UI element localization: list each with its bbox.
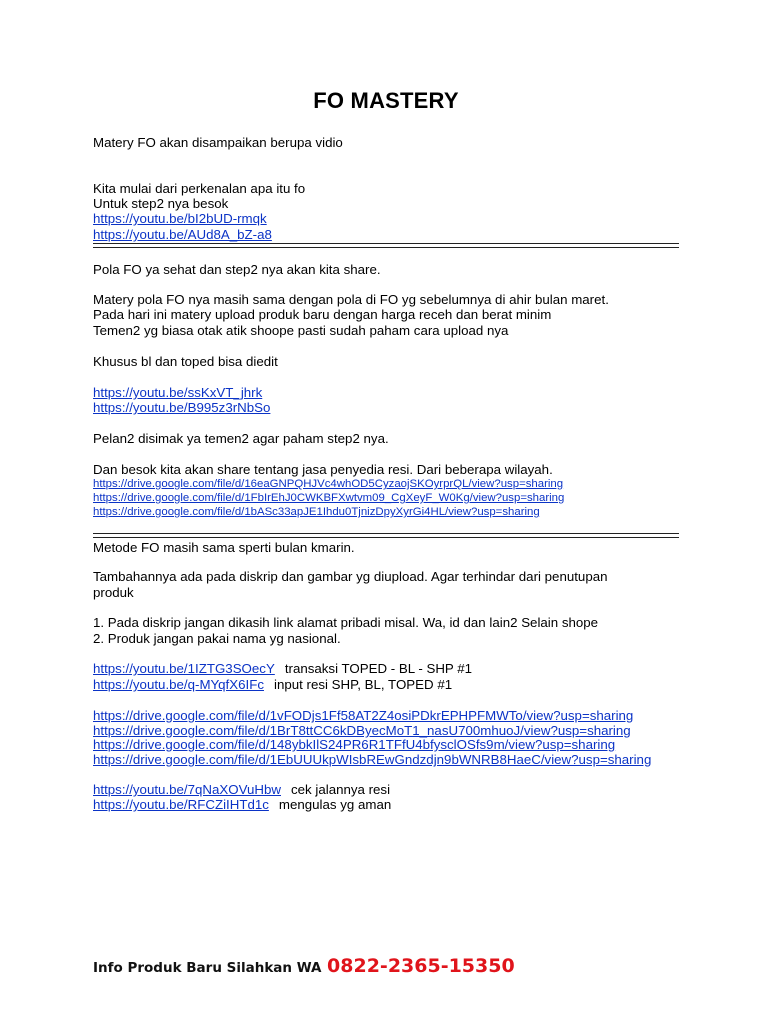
text-line: Untuk step2 nya besok [93,196,229,211]
youtube-link[interactable]: https://youtu.be/bI2bUD-rmqk [93,211,267,226]
video-row [93,661,472,676]
youtube-link[interactable]: https://youtu.be/B995z3rNbSo [93,400,271,415]
youtube-link[interactable]: https://youtu.be/RFCZiIHTd1c [93,797,269,812]
page-title: FO MASTERY [313,88,459,113]
text-line: Pada hari ini matery upload produk baru dengan harga receh dan berat minim [93,307,552,322]
text-line: Matery pola FO nya masih sama dengan pola di FO yg sebelumnya di ahir bulan maret. [93,292,609,307]
text-line: produk [93,585,134,600]
text-line: Pola FO ya sehat dan step2 nya akan kita share. [93,262,381,277]
drive-link[interactable]: https://drive.google.com/file/d/148ybkIlS24PR6R1TFfU4bfysclOSfs9m/view?usp=sharing [93,737,616,752]
rule-item: 1. Pada diskrip jangan dikasih link alamat pribadi misal. Wa, id dan lain2 Selain shope [93,615,599,630]
drive-link[interactable]: https://drive.google.com/file/d/1BrT8ttCC6kDByecMoT1_nasU700mhuoJ/view?usp=sharing [93,723,631,738]
drive-link[interactable]: https://drive.google.com/file/d/1bASc33apJE1Ihdu0TjnizDpyXyrGi4HL/view?usp=sharing [93,506,540,518]
video-note: transaksi TOPED - BL - SHP #1 [284,661,473,676]
video-row [93,782,390,797]
rule-item: 2. Produk jangan pakai nama yg nasional. [93,631,341,646]
footer-label: Info Produk Baru Silahkan WA [93,960,322,976]
phone-number[interactable]: 0822-2365-15350 [327,955,515,977]
drive-link[interactable]: https://drive.google.com/file/d/1FbIrEhJ0CWKBFXwtvm09_CgXeyF_W0Kg/view?usp=sharing [93,492,565,504]
text-line: Dan besok kita akan share tentang jasa penyedia resi. Dari beberapa wilayah. [93,462,553,477]
text-line: Pelan2 disimak ya temen2 agar paham step2 nya. [93,431,389,446]
video-row [93,677,452,692]
youtube-link[interactable]: https://youtu.be/1IZTG3SOecY [93,661,275,676]
video-row [93,797,391,812]
video-note: input resi SHP, BL, TOPED #1 [273,677,453,692]
drive-link[interactable]: https://drive.google.com/file/d/16eaGNPQHJVc4whOD5CyzaojSKOyrprQL/view?usp=sharing [93,478,564,490]
section-divider [93,533,679,538]
contact-footer [93,955,515,977]
text-line: Kita mulai dari perkenalan apa itu fo [93,181,306,196]
video-note: cek jalannya resi [291,782,391,797]
youtube-link[interactable]: https://youtu.be/ssKxVT_jhrk [93,385,263,400]
text-line: Khusus bl dan toped bisa diedit [93,354,278,369]
drive-link[interactable]: https://drive.google.com/file/d/1EbUUUkpWIsbREwGndzdjn9bWNRB8HaeC/view?usp=sharing [93,752,652,767]
youtube-link[interactable]: https://youtu.be/q-MYqfX6IFc [93,677,264,692]
drive-link[interactable]: https://drive.google.com/file/d/1vFODjs1Ff58AT2Z4osiPDkrEPHPFMWTo/view?usp=sharing [93,708,634,723]
youtube-link[interactable]: https://youtu.be/7qNaXOVuHbw [93,782,281,797]
video-note: mengulas yg aman [278,797,392,812]
section-divider [93,243,679,248]
text-line: Temen2 yg biasa otak atik shoope pasti sudah paham cara upload nya [93,323,509,338]
youtube-link[interactable]: https://youtu.be/AUd8A_bZ-a8 [93,227,272,242]
text-line: Tambahannya ada pada diskrip dan gambar yg diupload. Agar terhindar dari penutupan [93,569,608,584]
text-line: Metode FO masih sama sperti bulan kmarin. [93,540,355,555]
intro-text: Matery FO akan disampaikan berupa vidio [93,135,343,150]
